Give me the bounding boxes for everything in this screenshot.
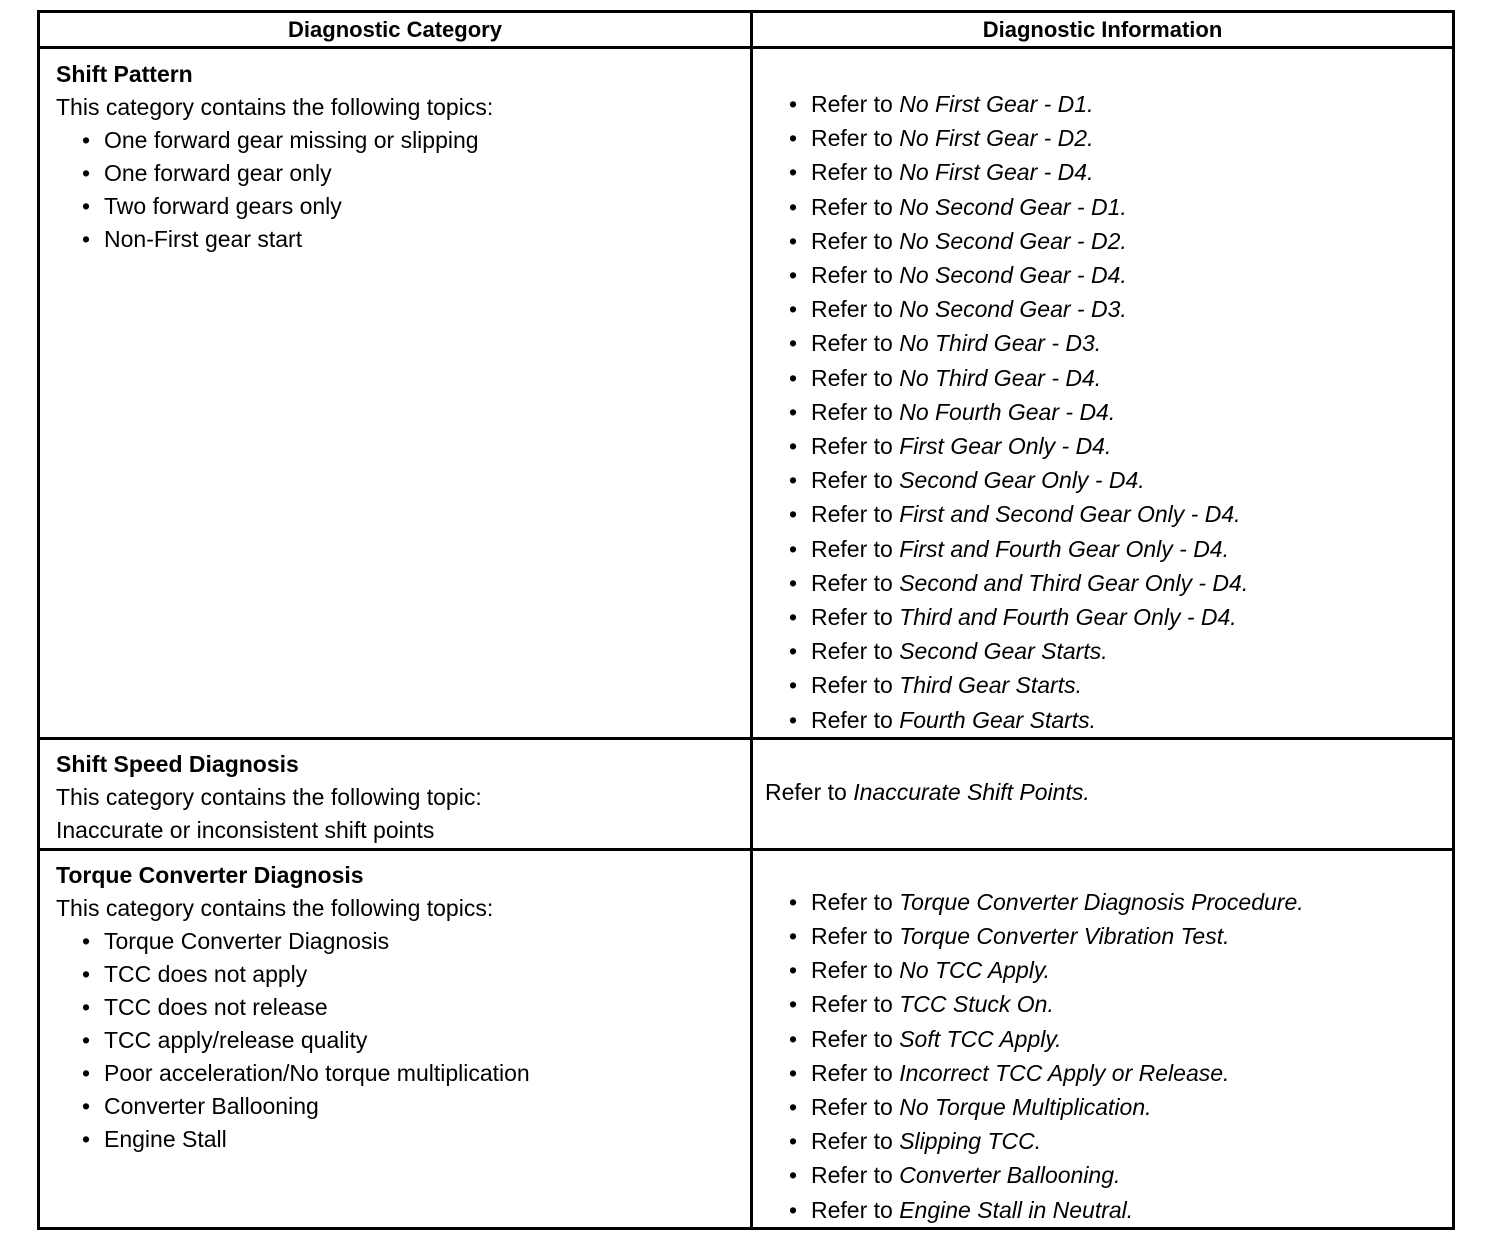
reference-topic: Second Gear Starts. [899, 638, 1108, 665]
topic-item: • One forward gear only [82, 157, 750, 190]
category-cell [39, 738, 752, 849]
reference-topic: No First Gear - D1. [899, 91, 1094, 117]
reference-item [789, 1158, 1452, 1192]
topic-item: • One forward gear missing or slipping [82, 124, 750, 157]
reference-topic: No Torque Multiplication. [899, 1094, 1152, 1121]
reference-topic: No Second Gear - D4. [899, 262, 1127, 289]
reference-prefix: Refer to [811, 398, 900, 425]
category-topic-text: Inaccurate or inconsistent shift points [56, 816, 435, 843]
reference-item [789, 497, 1452, 531]
reference-item [789, 1090, 1452, 1124]
category-title: Torque Converter Diagnosis [56, 861, 364, 888]
reference-item [789, 292, 1452, 326]
reference-prefix: Refer to [811, 296, 900, 323]
reference-list [753, 87, 1452, 737]
reference-item [789, 463, 1452, 497]
reference-topic: Torque Converter Diagnosis Procedure. [899, 888, 1304, 915]
reference-item [789, 326, 1452, 360]
reference-prefix: Refer to [811, 638, 900, 665]
reference-topic: First Gear Only - D4. [899, 433, 1112, 460]
information-cell [752, 48, 1454, 739]
reference-prefix: Refer to [811, 1094, 900, 1121]
reference-prefix: Refer to [811, 227, 900, 254]
topic-item: • TCC apply/release quality [82, 1024, 750, 1057]
reference-topic: Converter Ballooning. [899, 1162, 1121, 1189]
category-intro: This category contains the following topic: [56, 783, 482, 810]
reference-item [789, 190, 1452, 224]
topic-item: • Engine Stall [82, 1123, 750, 1156]
reference-item [789, 1124, 1452, 1158]
reference-topic: Second and Third Gear Only - D4. [899, 569, 1249, 596]
reference-topic: Engine Stall in Neutral. [899, 1196, 1134, 1223]
reference-prefix: Refer to [811, 501, 900, 528]
reference-item [789, 566, 1452, 600]
reference-prefix: Refer to [811, 888, 900, 915]
reference-topic: TCC Stuck On. [899, 991, 1054, 1018]
topic-item: • Torque Converter Diagnosis [82, 925, 750, 958]
table-row [39, 849, 1454, 1228]
reference-prefix: Refer to [811, 125, 900, 152]
reference-item [789, 429, 1452, 463]
category-cell [39, 48, 752, 739]
category-title: Shift Speed Diagnosis [56, 750, 299, 777]
reference-prefix: Refer to [811, 991, 900, 1018]
reference-prefix: Refer to [811, 1025, 900, 1052]
reference-topic: No TCC Apply. [899, 957, 1051, 984]
reference-prefix: Refer to [811, 569, 900, 596]
topic-item: • TCC does not apply [82, 958, 750, 991]
reference-item [789, 634, 1452, 668]
topic-list [56, 124, 750, 256]
reference-prefix: Refer to [811, 364, 900, 391]
reference-prefix: Refer to [811, 923, 900, 950]
reference-item [789, 258, 1452, 292]
reference-item [789, 919, 1452, 953]
topic-item: • Two forward gears only [82, 190, 750, 223]
reference-item [789, 600, 1452, 634]
reference-topic: Third Gear Starts. [899, 672, 1082, 699]
category-title: Shift Pattern [56, 61, 193, 87]
reference-prefix: Refer to [811, 535, 900, 562]
reference-topic: First and Fourth Gear Only - D4. [899, 535, 1229, 562]
reference-topic: First and Second Gear Only - D4. [899, 501, 1241, 528]
reference-topic: No Second Gear - D2. [899, 227, 1127, 254]
reference-prefix: Refer to [811, 193, 900, 220]
reference-list [753, 885, 1452, 1227]
reference-topic: Inaccurate Shift Points. [853, 778, 1090, 805]
table-row [39, 738, 1454, 849]
reference-topic: No Fourth Gear - D4. [899, 398, 1116, 425]
reference-topic: No First Gear - D4. [899, 159, 1094, 186]
information-cell [752, 738, 1454, 849]
header-row [39, 12, 1454, 48]
reference-prefix: Refer to [811, 957, 900, 984]
reference-topic: No Second Gear - D1. [899, 193, 1127, 220]
reference-prefix: Refer to [811, 604, 900, 631]
reference-item [789, 885, 1452, 919]
reference-item [789, 1056, 1452, 1090]
reference-item [789, 395, 1452, 429]
reference-item [789, 1022, 1452, 1056]
header-information: Diagnostic Information [752, 12, 1454, 48]
reference-prefix: Refer to [811, 467, 900, 494]
reference-prefix: Refer to [811, 159, 900, 186]
reference-prefix: Refer to [811, 330, 900, 357]
reference-prefix: Refer to [811, 1196, 900, 1223]
reference-prefix: Refer to [811, 1128, 900, 1155]
reference-prefix: Refer to [765, 778, 854, 805]
topic-list [56, 925, 750, 1156]
reference-topic: No First Gear - D2. [899, 125, 1094, 152]
reference-prefix: Refer to [811, 433, 900, 460]
reference-topic: Third and Fourth Gear Only - D4. [899, 604, 1237, 631]
reference-prefix: Refer to [811, 1162, 900, 1189]
reference-item [789, 361, 1452, 395]
reference-prefix: Refer to [811, 706, 900, 733]
reference-topic: Fourth Gear Starts. [899, 706, 1097, 733]
information-cell [752, 849, 1454, 1228]
reference-item [789, 953, 1452, 987]
reference-item [789, 155, 1452, 189]
reference-prefix: Refer to [811, 262, 900, 289]
reference-topic: Second Gear Only - D4. [899, 467, 1145, 494]
reference-item [789, 668, 1452, 702]
table-row [39, 48, 1454, 739]
topic-item: • TCC does not release [82, 991, 750, 1024]
reference-topic: Torque Converter Vibration Test. [899, 923, 1230, 950]
diagnostic-table [37, 10, 1455, 1230]
topic-item: • Poor acceleration/No torque multiplication [82, 1057, 750, 1090]
category-intro: This category contains the following topics: [56, 94, 494, 120]
reference-prefix: Refer to [811, 91, 900, 117]
reference-topic: No Second Gear - D3. [899, 296, 1127, 323]
category-intro: This category contains the following topics: [56, 894, 494, 921]
reference-item [789, 224, 1452, 258]
topic-item: • Converter Ballooning [82, 1090, 750, 1123]
header-category: Diagnostic Category [39, 12, 752, 48]
reference-item [789, 1193, 1452, 1227]
reference-topic: No Third Gear - D4. [899, 364, 1102, 391]
reference-prefix: Refer to [811, 1059, 900, 1086]
reference-topic: Incorrect TCC Apply or Release. [899, 1059, 1230, 1086]
reference-item [789, 987, 1452, 1021]
reference-prefix: Refer to [811, 672, 900, 699]
reference-item [789, 532, 1452, 566]
reference-topic: Slipping TCC. [899, 1128, 1042, 1155]
reference-item [789, 87, 1452, 121]
reference-topic: Soft TCC Apply. [899, 1025, 1062, 1052]
category-cell [39, 849, 752, 1228]
topic-item: • Non-First gear start [82, 223, 750, 256]
reference-item [789, 703, 1452, 737]
reference-topic: No Third Gear - D3. [899, 330, 1102, 357]
reference-item [789, 121, 1452, 155]
